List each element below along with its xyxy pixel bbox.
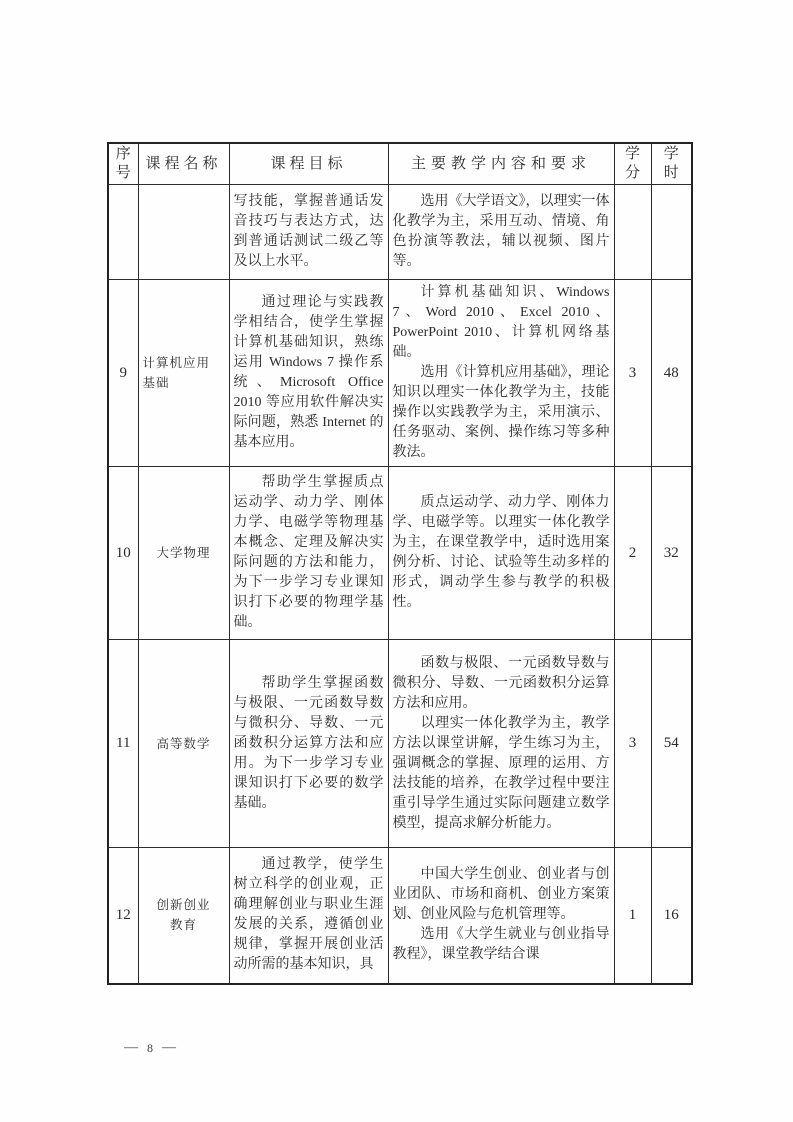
seq-cell: 9 [108, 280, 138, 467]
footer-left-dash: — [124, 1040, 138, 1055]
course-name-cell [138, 848, 229, 984]
course-name-line: 计算机应用 [142, 356, 211, 370]
header-course-name: 课程名称 [138, 143, 229, 185]
header-credits: 学分 [614, 143, 651, 185]
header-teaching-content: 主要教学内容和要求 [388, 143, 614, 185]
page-footer [124, 1040, 176, 1056]
seq-cell: 12 [108, 848, 138, 984]
hours-cell: 54 [651, 640, 692, 848]
content-paragraph: 中国大学生创业、创业者与创业团队、市场和商机、创业方案策划、创业风险与危机管理等。 [392, 867, 610, 923]
table-header-row [108, 143, 692, 185]
footer-right-dash: — [162, 1040, 176, 1055]
objective-paragraph: 写技能，掌握普通话发音技巧与表达方式，达到普通话测试二级乙等及以上水平。 [233, 194, 384, 269]
seq-cell: 10 [108, 467, 138, 640]
hours-cell [651, 185, 692, 280]
content-cell [388, 467, 614, 640]
content-cell [388, 280, 614, 467]
content-paragraph: 以理实一体化教学为主，教学方法以课堂讲解，学生练习为主，强调概念的掌握、原理的运用、方法技能的培养，在教学过程中要注重引导学生通过实际问题建立数学模型，提高求解分析能力。 [392, 715, 610, 831]
hours-cell: 32 [651, 467, 692, 640]
objective-cell [229, 848, 388, 984]
course-name-line: 基础 [142, 376, 170, 390]
content-paragraph: 选用《大学生就业与创业指导教程》，课堂教学结合课 [392, 927, 610, 963]
content-paragraph: 函数与极限、一元函数导数与微积分、导数、一元函数积分运算方法和应用。 [392, 655, 610, 711]
credits-cell: 3 [614, 640, 651, 848]
objective-paragraph: 帮助学生掌握函数与极限、一元函数导数与微积分、导数、一元函数积分运算方法和应用。为下一步学习专业课知识打下必要的数学基础。 [233, 675, 384, 811]
course-table [107, 142, 693, 985]
page-number: 8 [147, 1040, 153, 1055]
table-row [108, 640, 692, 848]
table-row [108, 280, 692, 467]
content-paragraph: 质点运动学、动力学、刚体力学、电磁学等。以理实一体化教学为主，在课堂教学中，适时选用案例分析、讨论、试验等生动多样的形式，调动学生参与教学的积极性。 [392, 495, 610, 610]
credits-cell: 2 [614, 467, 651, 640]
content-cell [388, 640, 614, 848]
objective-cell [229, 467, 388, 640]
table-row [108, 848, 692, 984]
content-paragraph: 计算机基础知识、Windows 7、Word 2010、Excel 2010、PowerPoint 2010、计算机网络基础。 [392, 285, 610, 360]
header-seq: 序号 [108, 143, 138, 185]
objective-paragraph: 通过教学，使学生树立科学的创业观，正确理解创业与职业生涯发展的关系，遵循创业规律，掌握开展创业活动所需的基本知识，具 [233, 857, 384, 973]
seq-cell [108, 185, 138, 280]
course-name-cell: 大学物理 [138, 467, 229, 640]
table-row [108, 185, 692, 280]
objective-cell [229, 280, 388, 467]
header-hours: 学时 [651, 143, 692, 185]
content-paragraph: 选用《大学语文》，以理实一体化教学为主，采用互动、情境、角色扮演等教法，辅以视频、图片等。 [392, 194, 610, 269]
credits-cell: 3 [614, 280, 651, 467]
hours-cell: 16 [651, 848, 692, 984]
seq-cell: 11 [108, 640, 138, 848]
course-name-cell: 高等数学 [138, 640, 229, 848]
content-paragraph: 选用《计算机应用基础》，理论知识以理实一体化教学为主，技能操作以实践教学为主，采用演示、任务驱动、案例、操作练习等多种教法。 [392, 365, 610, 460]
table-row [108, 467, 692, 640]
header-course-objective: 课程目标 [229, 143, 388, 185]
credits-cell: 1 [614, 848, 651, 984]
objective-cell [229, 185, 388, 280]
course-name-cell [138, 185, 229, 280]
credits-cell [614, 185, 651, 280]
objective-paragraph: 帮助学生掌握质点运动学、动力学、刚体力学、电磁学等物理基本概念、定理及解决实际问题的方法和能力，为下一步学习专业课知识打下必要的物理学基础。 [233, 475, 384, 630]
content-cell [388, 185, 614, 280]
objective-paragraph: 通过理论与实践教学相结合，使学生掌握计算机基础知识，熟练运用 Windows 7 操作系统、Microsoft Office 2010 等应用软件解决实际问题，熟悉 Internet 的基本应用。 [233, 295, 384, 450]
content-cell [388, 848, 614, 984]
course-name-cell [138, 280, 229, 467]
course-name-line: 教育 [169, 918, 197, 933]
course-name-line: 创新创业 [156, 898, 211, 913]
hours-cell: 48 [651, 280, 692, 467]
objective-cell [229, 640, 388, 848]
